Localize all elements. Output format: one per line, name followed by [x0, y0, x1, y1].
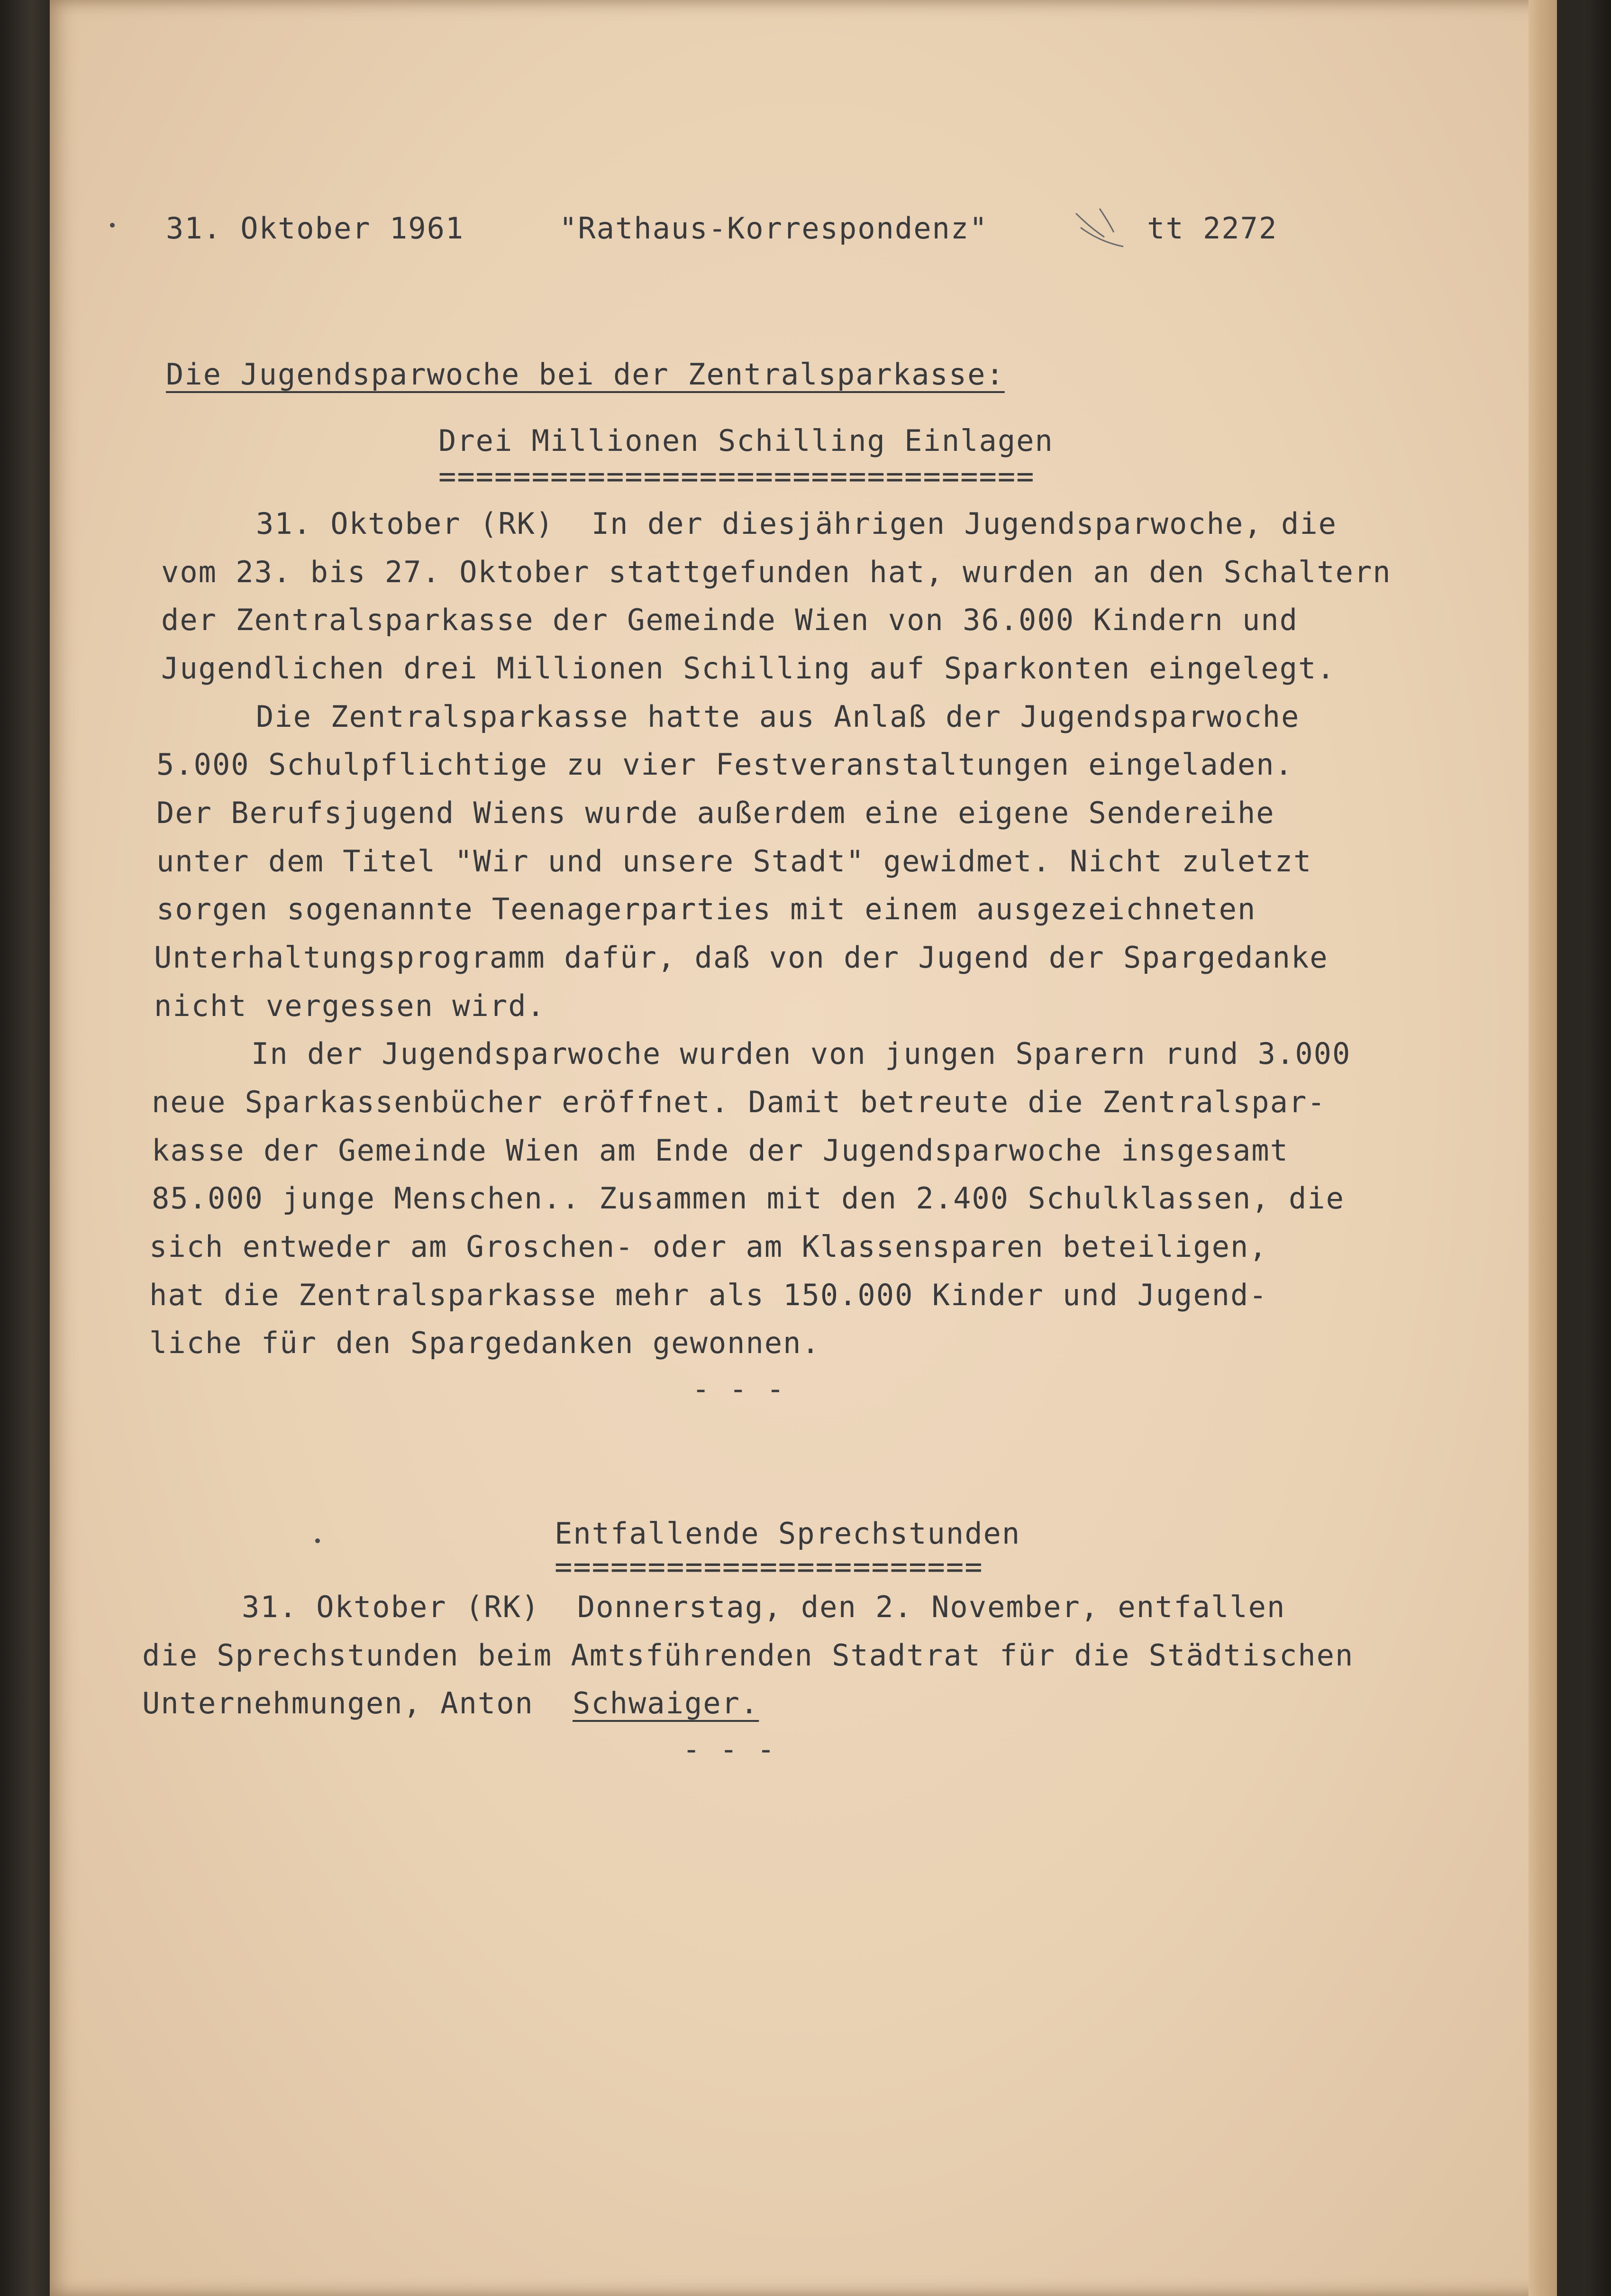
article1-line-12: In der Jugendsparwoche wurden von jungen Sparern rund 3.000 [251, 1036, 1351, 1071]
article2-end-mark: - - - [683, 1732, 776, 1766]
header-sheet-number: tt 2272 [1147, 211, 1278, 246]
article1-line-16: sich entweder am Groschen- oder am Klassensparen beteiligen, [149, 1229, 1268, 1264]
article2-line-1: 31. Oktober (RK) Donnerstag, den 2. November, entfallen [242, 1590, 1286, 1624]
article1-line-5: Die Zentralsparkasse hatte aus Anlaß der Jugendsparwoche [256, 699, 1300, 734]
article1-line-8: unter dem Titel "Wir und unsere Stadt" gewidmet. Nicht zuletzt [156, 844, 1312, 878]
article1-line-4: Jugendlichen drei Millionen Schilling auf Sparkonten eingelegt. [161, 651, 1336, 686]
article2-heading: Entfallende Sprechstunden [555, 1516, 1021, 1551]
article1-line-15: 85.000 junge Menschen.. Zusammen mit den 2.400 Schulklassen, die [152, 1181, 1345, 1216]
article1-line-11: nicht vergessen wird. [154, 988, 546, 1023]
article2-line-3: Unternehmungen, Anton [142, 1686, 534, 1720]
background-edge [1583, 0, 1611, 2296]
article1-line-7: Der Berufsjugend Wiens wurde außerdem eine eigene Sendereihe [156, 796, 1275, 830]
article1-line-6: 5.000 Schulpflichtige zu vier Festveranstaltungen eingeladen. [156, 747, 1293, 782]
article1-end-mark: - - - [692, 1372, 785, 1406]
article1-double-rule: ================================ [438, 459, 1035, 494]
page-edge [1529, 0, 1557, 2296]
article1-line-9: sorgen sogenannte Teenagerparties mit einem ausgezeichneten [156, 892, 1256, 926]
article1-line-10: Unterhaltungsprogramm dafür, daß von der Jugend der Spargedanke [154, 940, 1329, 975]
article1-line-3: der Zentralsparkasse der Gemeinde Wien von 36.000 Kindern und [161, 603, 1298, 637]
book-binding [0, 0, 52, 2296]
article1-line-17: hat die Zentralsparkasse mehr als 150.000 Kinder und Jugend- [149, 1278, 1268, 1312]
header-date: 31. Oktober 1961 [166, 211, 464, 246]
article1-line-1: 31. Oktober (RK) In der diesjährigen Jugendsparwoche, die [256, 506, 1337, 541]
article2-underlined-name: Schwaiger. [573, 1686, 759, 1720]
pencil-scribble-icon [1071, 199, 1147, 251]
article1-subheading: Drei Millionen Schilling Einlagen [438, 423, 1054, 458]
article1-line-14: kasse der Gemeinde Wien am Ende der Jugendsparwoche insgesamt [152, 1133, 1289, 1168]
article2-line-2: die Sprechstunden beim Amtsführenden Stadtrat für die Städtischen [142, 1638, 1354, 1673]
header-publication: "Rathaus-Korrespondenz" [559, 211, 988, 246]
article1-line-2: vom 23. bis 27. Oktober stattgefunden hat, wurden an den Schaltern [161, 555, 1392, 589]
margin-dot [315, 1538, 320, 1543]
article1-line-18: liche für den Spargedanken gewonnen. [149, 1326, 820, 1360]
article2-double-rule: ======================= [555, 1549, 983, 1584]
margin-dot [110, 223, 115, 228]
article1-heading: Die Jugendsparwoche bei der Zentralsparkasse: [166, 357, 1005, 392]
article1-line-13: neue Sparkassenbücher eröffnet. Damit betreute die Zentralspar- [152, 1085, 1326, 1119]
